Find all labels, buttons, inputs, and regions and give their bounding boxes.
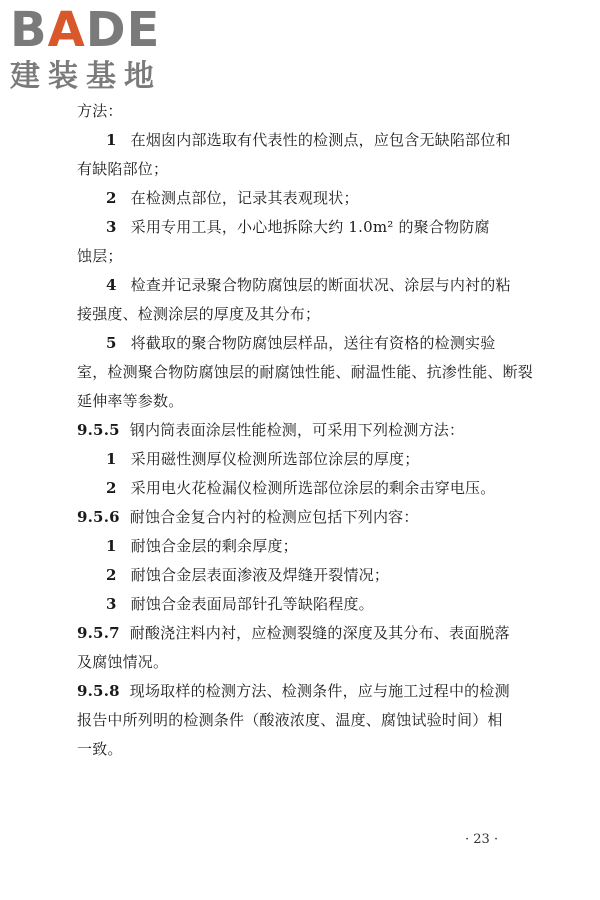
item-number: 1 [106, 131, 117, 149]
line-text: 延伸率等参数。 [77, 392, 184, 410]
line-text: 及腐蚀情况。 [77, 653, 169, 671]
list-item [77, 213, 537, 242]
section-number: 9.5.7 [77, 624, 120, 642]
text-line [77, 155, 537, 184]
item-text: 采用专用工具，小心地拆除大约 1.0m² 的聚合物防腐 [130, 218, 490, 236]
list-item [77, 271, 537, 300]
section-heading [77, 677, 537, 706]
logo-letter-b: B [10, 2, 48, 58]
item-text: 在检测点部位，记录其表观现状； [130, 189, 359, 207]
section-heading [77, 503, 537, 532]
item-number: 3 [106, 595, 117, 613]
line-text: 报告中所列明的检测条件（酸液浓度、温度、腐蚀试验时间）相 [77, 711, 503, 729]
logo-chinese-text: 建装基地 [10, 59, 162, 94]
item-number: 2 [106, 566, 117, 584]
list-item [77, 561, 537, 590]
text-line [77, 300, 537, 329]
item-text: 将截取的聚合物防腐蚀层样品，送往有资格的检测实验 [130, 334, 496, 352]
list-item [77, 590, 537, 619]
text-line [77, 648, 537, 677]
line-text: 接强度、检测涂层的厚度及其分布； [77, 305, 321, 323]
item-number: 3 [106, 218, 117, 236]
section-text: 现场取样的检测方法、检测条件，应与施工过程中的检测 [129, 682, 510, 700]
item-text: 检查并记录聚合物防腐蚀层的断面状况、涂层与内衬的粘 [130, 276, 511, 294]
list-item [77, 184, 537, 213]
bade-logo [6, 4, 176, 96]
line-text: 有缺陷部位； [77, 160, 169, 178]
section-number: 9.5.8 [77, 682, 120, 700]
line-text: 蚀层； [77, 247, 123, 265]
item-text: 在烟囱内部选取有代表性的检测点，应包含无缺陷部位和 [130, 131, 511, 149]
list-item [77, 474, 537, 503]
section-number: 9.5.6 [77, 508, 120, 526]
list-item [77, 532, 537, 561]
logo-letters-de: DE [85, 2, 161, 58]
logo-letter-a: A [47, 2, 86, 58]
logo-wordmark [10, 4, 160, 56]
text-line [77, 358, 537, 387]
section-text: 耐蚀合金复合内衬的检测应包括下列内容： [129, 508, 419, 526]
text-line [77, 706, 537, 735]
section-number: 9.5.5 [77, 421, 120, 439]
item-text: 耐蚀合金层表面渗液及焊缝开裂情况； [130, 566, 390, 584]
list-item [77, 329, 537, 358]
line-text: 方法： [77, 102, 123, 120]
list-item [77, 126, 537, 155]
section-heading [77, 619, 537, 648]
item-text: 采用磁性测厚仪检测所选部位涂层的厚度； [130, 450, 420, 468]
list-item [77, 445, 537, 474]
section-heading [77, 416, 537, 445]
item-text: 耐蚀合金表面局部针孔等缺陷程度。 [130, 595, 374, 613]
item-number: 4 [106, 276, 117, 294]
item-text: 耐蚀合金层的剩余厚度； [130, 537, 298, 555]
item-number: 5 [106, 334, 117, 352]
text-line [77, 387, 537, 416]
section-text: 耐酸浇注料内衬，应检测裂缝的深度及其分布、表面脱落 [129, 624, 510, 642]
item-number: 1 [106, 450, 117, 468]
item-number: 1 [106, 537, 117, 555]
item-number: 2 [106, 189, 117, 207]
section-text: 钢内筒表面涂层性能检测，可采用下列检测方法： [129, 421, 465, 439]
line-text: 一致。 [77, 740, 123, 758]
line-text: 室，检测聚合物防腐蚀层的耐腐蚀性能、耐温性能、抗渗性能、断裂 [77, 363, 534, 381]
text-line [77, 97, 537, 126]
item-number: 2 [106, 479, 117, 497]
page-number: · 23 · [465, 832, 499, 847]
text-line [77, 242, 537, 271]
item-text: 采用电火花检漏仪检测所选部位涂层的剩余击穿电压。 [130, 479, 496, 497]
document-body [77, 97, 537, 764]
text-line [77, 735, 537, 764]
